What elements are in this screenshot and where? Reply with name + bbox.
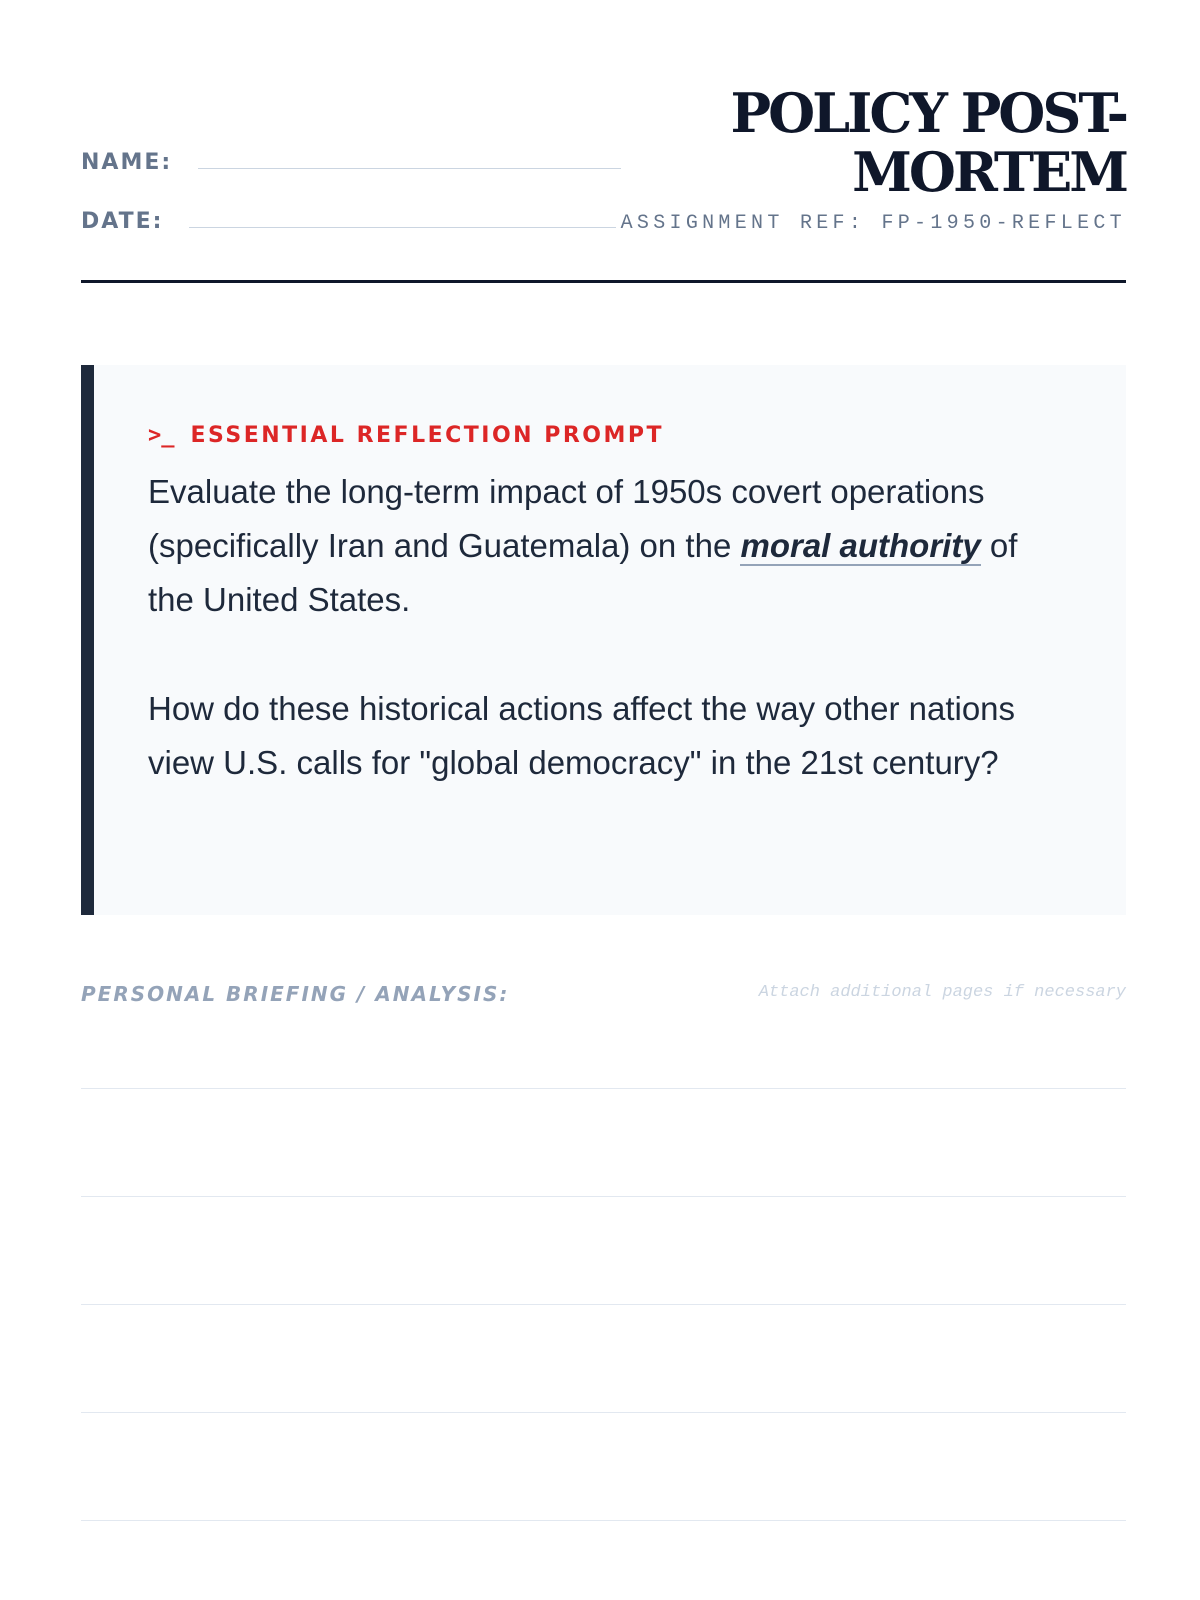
writing-line[interactable] bbox=[81, 1304, 1126, 1305]
prompt-text-after: of the United States. bbox=[148, 527, 1018, 618]
date-label: DATE: bbox=[81, 209, 164, 234]
analysis-note: Attach additional pages if necessary bbox=[758, 983, 1126, 1002]
terminal-prompt-icon: >_ bbox=[148, 422, 175, 448]
prompt-text-before: Evaluate the long-term impact of 1950s covert operations (specifically Iran and Guatemala) on the bbox=[148, 473, 985, 564]
name-field bbox=[81, 148, 621, 178]
prompt-label: ESSENTIAL REFLECTION PROMPT bbox=[190, 422, 665, 448]
prompt-paragraph-1 bbox=[148, 465, 1048, 627]
prompt-header bbox=[148, 419, 664, 451]
date-field bbox=[81, 207, 616, 237]
prompt-paragraph-2: How do these historical actions affect the way other nations view U.S. calls for "global democracy" in the 21st century? bbox=[148, 690, 1016, 781]
writing-line[interactable] bbox=[81, 1520, 1126, 1521]
writing-line[interactable] bbox=[81, 1088, 1126, 1089]
writing-line[interactable] bbox=[81, 1412, 1126, 1413]
writing-line[interactable] bbox=[81, 1196, 1126, 1197]
prompt-emphasis: moral authority bbox=[740, 527, 981, 564]
worksheet-page bbox=[81, 0, 1126, 1600]
reflection-prompt-card bbox=[81, 365, 1126, 915]
name-line[interactable] bbox=[198, 168, 621, 169]
date-line[interactable] bbox=[189, 227, 616, 228]
assignment-ref: ASSIGNMENT REF: FP-1950-REFLECT bbox=[620, 212, 1126, 235]
page-title: POLICY POST-MORTEM bbox=[730, 81, 1126, 204]
analysis-label: PERSONAL BRIEFING / ANALYSIS: bbox=[81, 982, 510, 1006]
header-divider bbox=[81, 280, 1126, 283]
name-label: NAME: bbox=[81, 150, 173, 175]
